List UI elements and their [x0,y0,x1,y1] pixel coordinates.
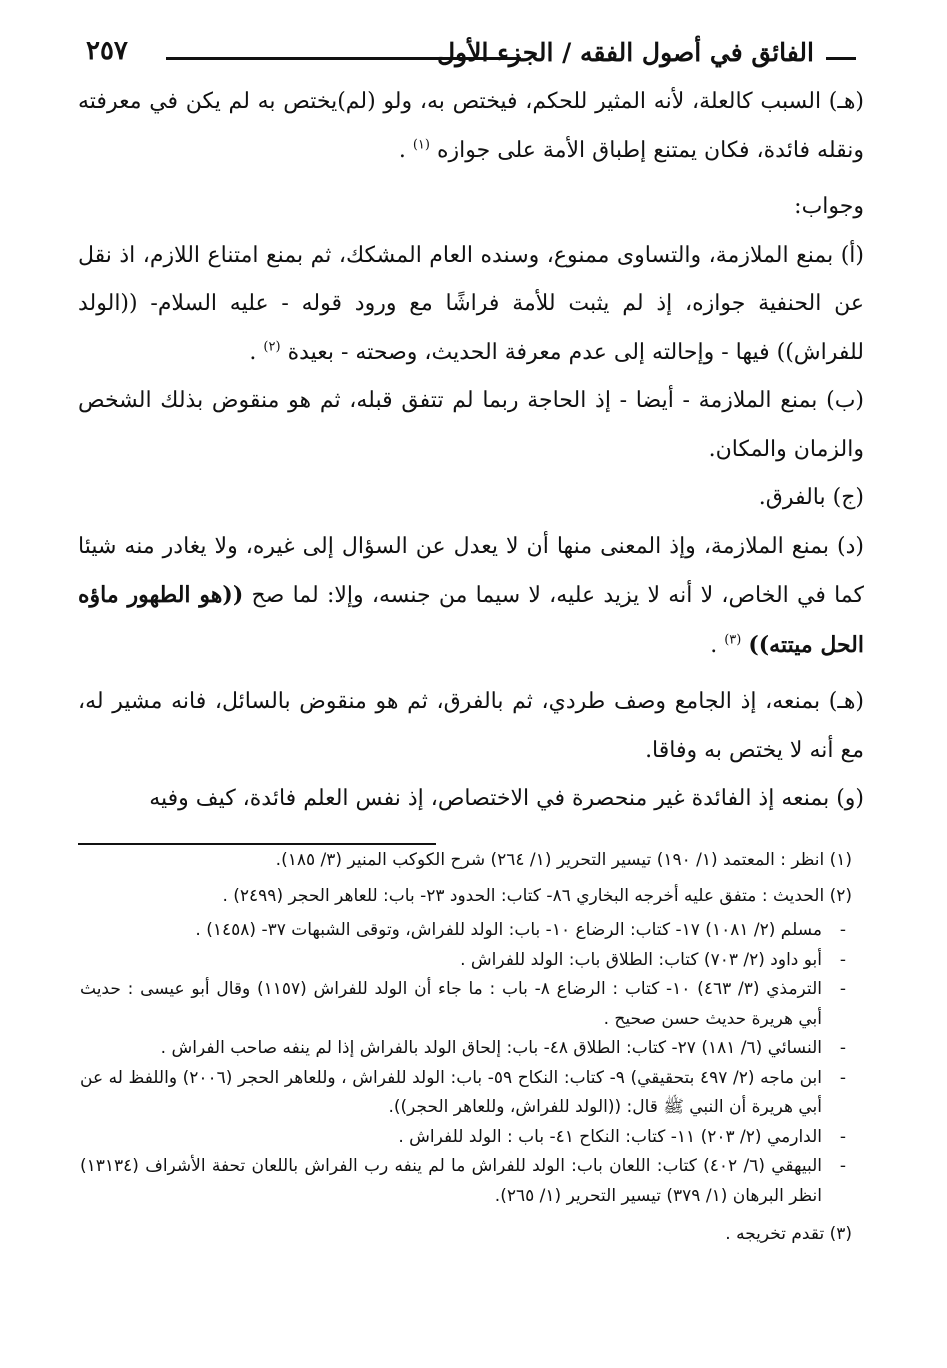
list-dash: - [839,1067,846,1088]
source-item: - الدارمي (٢/ ٢٠٣) ١١- كتاب: النكاح ٤١- باب : الولد للفراش . [80,1123,852,1153]
main-text [78,78,864,824]
header-rule-middle [166,57,521,60]
footnote-3: (٣) تقدم تخريجه . [725,1224,852,1244]
paragraph-alif: (أ) بمنع الملازمة، والتساوى ممنوع، وسنده العام المشكك، ثم بمنع امتناع اللازم، اذ نقل عن الحنفية جوازه، إذ لم يثبت للأمة فراشًا مع ورود قوله - عليه السلام- ((الولد للفراش)) فيها - وإحالته إلى عدم معرفة الحديث، وصحته - بعيدة $^{(٢)}$ . [78,242,864,365]
paragraph-he: (هـ) السبب كالعلة، لأنه المثير للحكم، فيختص به، ولو (لم)يختص به لم يكن في معرفته ونقله فائدة، فكان يمتنع إطباق الأمة على جوازه $^{(١)}$ . [78,89,865,163]
footnotes [80,845,852,1250]
source-item: - الترمذي (٣/ ٤٦٣) ١٠- كتاب : الرضاع ٨- باب : ما جاء أن الولد للفراش (١١٥٧) وقال أبو عيسى : حديث أبي هريرة حديث حسن صحيح . [80,975,852,1034]
paragraph-answer-heading: وجواب: [794,194,864,219]
source-item: - ابن ماجه (٢/ ٤٩٧ بتحقيقي) ٩- كتاب: النكاح ٥٩- باب: الولد للفراش ، وللعاهر الحجر (٢٠٠٦) واللفظ له عن أبي هريرة أن النبي ﷺ قال: ((الولد للفراش، وللعاهر الحجر)). [80,1064,852,1123]
running-title: الفائق في أصول الفقه / الجزء الأول [437,38,814,67]
source-item: - النسائي (٦/ ١٨١) ٢٧- كتاب: الطلاق ٤٨- باب: إلحاق الولد بالفراش إذا لم ينفه صاحب الفراش . [80,1034,852,1064]
header-rule-right [826,57,856,60]
paragraph-waw: (و) بمنعه إذ الفائدة غير منحصرة في الاختصاص، إذ نفس العلم فائدة، كيف وفيه [149,786,864,811]
running-header [86,38,856,78]
hadith-quote: ((هو الطهور ماؤه الحل ميتته)) [78,582,864,658]
paragraph-ba: (ب) بمنع الملازمة - أيضا - إذ الحاجة ربما لم تتفق قبله، ثم هو منقوض بذلك الشخص والزمان والمكان. [78,388,864,462]
footnote-ref: (٢) [263,339,281,355]
source-item: - مسلم (٢/ ١٠٨١) ١٧- كتاب: الرضاع ١٠- باب: الولد للفراش، وتوقى الشبهات ٣٧- (١٤٥٨) . [80,916,852,946]
list-dash: - [839,979,846,999]
footnote-2-sources [80,916,852,1211]
paragraph-dal: (د) بمنع الملازمة، وإذ المعنى منها أن لا يعدل عن السؤال إلى غيره، ولا يغادر منه شيئا كما في الخاص، لا أنه لا يزيد عليه، لا سيما من جنسه، وإلا: لما صح ((هو الطهور ماؤه الحل ميتته)) $^{(٣)}$ . [78,533,865,658]
footnote-1: (١) انظر : المعتمد (١/ ١٩٠) تيسير التحرير (١/ ٢٦٤) شرح الكوكب المنير (٣/ ١٨٥). [275,850,852,870]
footnote-ref: (١) [412,137,430,153]
paragraph-jim: (ج) بالفرق. [758,485,864,510]
page-number: ٢٥٧ [86,36,128,66]
paragraph-he-2: (هـ) بمنعه، إذ الجامع وصف طردي، ثم بالفرق، ثم هو منقوض بالسائل، فانه مشير له، مع أنه لا يختص به وفاقا. [78,689,864,763]
source-item: - أبو داود (٢/ ٧٠٣) كتاب: الطلاق باب: الولد للفراش . [80,946,852,976]
list-dash: - [839,1126,846,1147]
list-dash: - [839,1038,846,1058]
list-dash: - [839,920,846,940]
footnote-2: (٢) الحديث : متفق عليه أخرجه البخاري ٨٦- كتاب: الحدود ٢٣- باب: للعاهر الحجر (٢٤٩٩) . [222,886,852,906]
source-item: - البيهقي (٦/ ٤٠٢) كتاب: اللعان باب: الولد للفراش ما لم ينفه رب الفراش باللعان تحفة الأشراف (١٣١٣٤) انظر البرهان (١/ ٣٧٩) تيسير التحرير (١/ ٢٦٥). [80,1152,852,1211]
list-dash: - [839,1156,846,1176]
footnote-ref: (٣) [724,632,742,648]
list-dash: - [839,949,846,970]
